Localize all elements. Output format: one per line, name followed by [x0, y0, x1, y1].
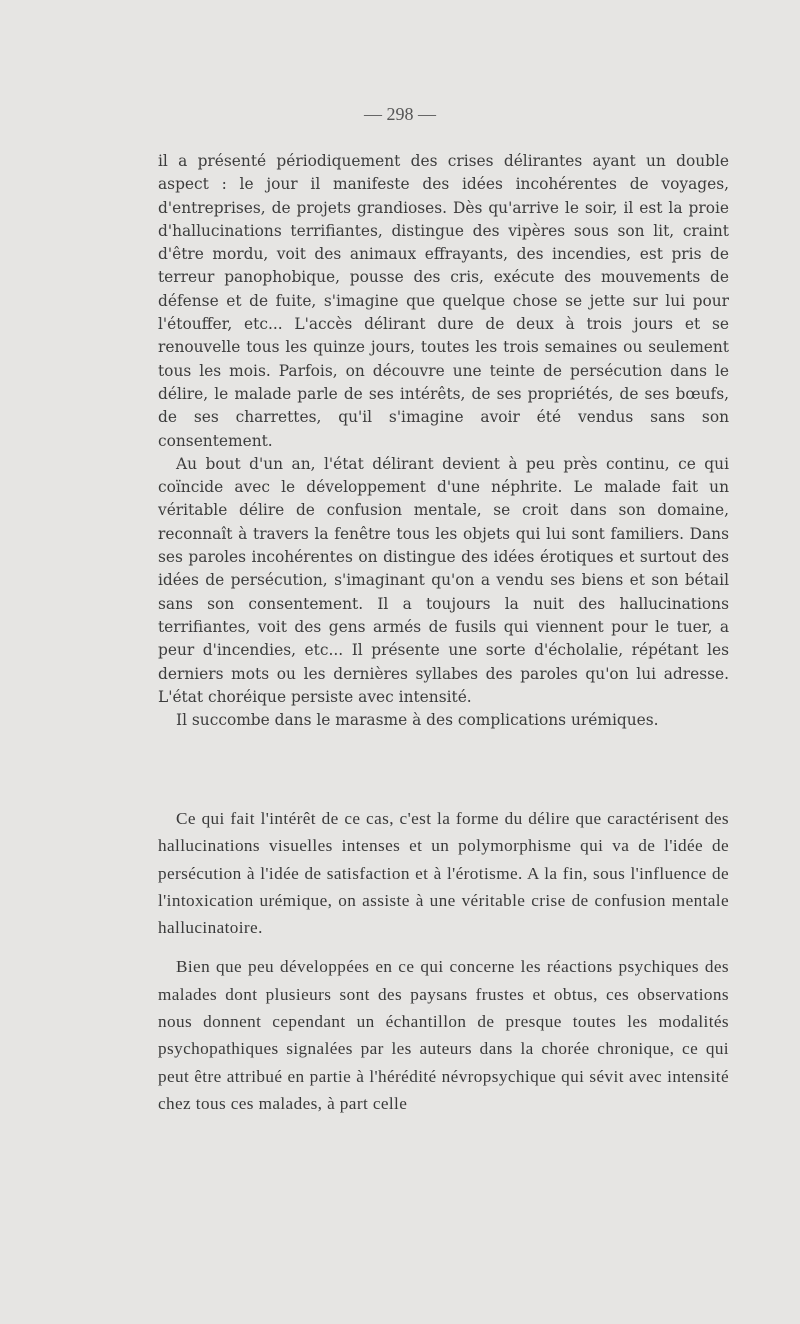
paragraph-interest: Ce qui fait l'intérêt de ce cas, c'est la forme du délire que caractérisent des hallucinations visuelles intenses et un polymorphisme qui va de l'idée de persécution à l'idée de satisfaction et à l'érotisme. A la fin, sous l'influence de l'intoxication urémique, on assiste à une véritable crise de confusion mentale hallucinatoire.: [158, 809, 729, 938]
commentary: [158, 805, 729, 1117]
paragraph-death: Il succombe dans le marasme à des complications urémiques.: [176, 711, 659, 730]
paragraph-crises: il a présenté périodiquement des crises délirantes ayant un double aspect : le jour il manifeste des idées incohérentes de voyages, d'entreprises, de projets grandioses. Dès qu'arrive le soir, il est la proie d'hallucinations terrifiantes, distingue des vipères sous son lit, craint d'être mordu, voit des animaux effrayants, des incendies, est pris de terreur panophobique, pousse des cris, exécute des mouvements de défense et de fuite, s'imagine que quelque chose se jette sur lui pour l'étouffer, etc... L'accès délirant dure de deux à trois jours et se renouvelle tous les quinze jours, toutes les trois semaines ou seulement tous les mois. Parfois, on découvre une teinte de persécution dans le délire, le malade parle de ses intérêts, de ses propriétés, de ses bœufs, de ses charrettes, qu'il s'imagine avoir été vendus sans son consentement.: [158, 152, 729, 450]
case-description: [158, 150, 729, 732]
paragraph-evolution: Au bout d'un an, l'état délirant devient à peu près continu, ce qui coïncide avec le développement d'une néphrite. Le malade fait un véritable délire de confusion mentale, se croit dans son domaine, reconnaît à travers la fenêtre tous les objets qui lui sont familiers. Dans ses paroles incohérentes on distingue des idées érotiques et surtout des idées de persécution, s'imaginant qu'on a vendu ses biens et son bétail sans son consentement. Il a toujours la nuit des hallucinations terrifiantes, voit des gens armés de fusils qui viennent pour le tuer, a peur d'incendies, etc... Il présente une sorte d'écholalie, répétant les derniers mots ou les dernières syllabes des paroles qu'on lui adresse. L'état choréique persiste avec intensité.: [158, 454, 729, 706]
paragraph-conclusion: Bien que peu développées en ce qui concerne les réactions psychiques des malades dont plusieurs sont des paysans frustes et obtus, ces observations nous donnent cependant un échantillon de presque toutes les modalités psychopathiques signalées par les auteurs dans la chorée chronique, ce qui peut être attribué en partie à l'hérédité névropsychique qui sévit avec intensité chez tous ces malades, à part celle: [158, 957, 729, 1113]
page-number: — 298 —: [364, 104, 436, 124]
